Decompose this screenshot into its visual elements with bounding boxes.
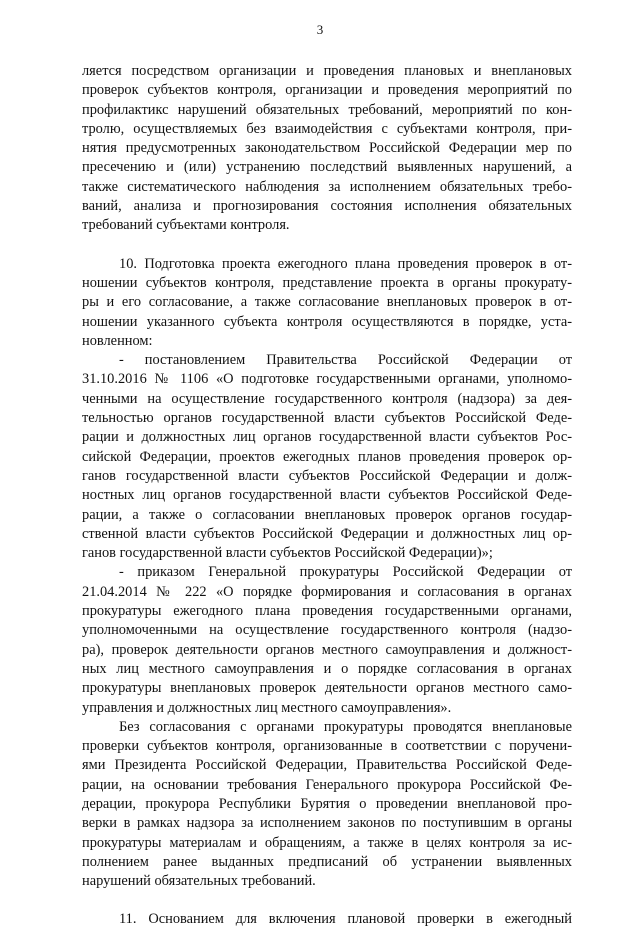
text-line: ваний, анализа и прогнозирования состояния исполнения обязательных [82, 198, 572, 215]
text-line: нятия предусмотренных законодательством Российской Федерации мер по [82, 140, 572, 157]
text-line: также систематического наблюдения за исполнением обязательных требо- [82, 178, 572, 195]
text-line: ганов государственной власти субъектов Российской Федерации)»; [82, 545, 493, 562]
text-line: прокуратуры ежегодного плана проведения государственными органами, [82, 603, 572, 620]
text-line: ляется посредством организации и проведения плановых и внеплановых [82, 63, 572, 79]
paragraph-unscheduled-checks [82, 718, 572, 892]
text-line: ями Президента Российской Федерации, Правительства Российской Феде- [82, 757, 572, 774]
text-line: ры и его согласование, а также согласование внеплановых проверок в от- [82, 294, 572, 311]
text-line: - приказом Генеральной прокуратуры Российской Федерации от [119, 564, 572, 581]
page-number: 3 [316, 22, 324, 37]
text-line: 21.04.2014 № 222 «О порядке формирования и согласования в органах [82, 583, 572, 600]
text-line: ственной власти субъектов Российской Федерации и должностных лиц ор- [82, 525, 572, 542]
text-line: верки в рамках надзора за исполнением законов по поступившим в органы [82, 815, 572, 832]
text-line: профилактикс нарушений обязательных требований, мероприятий по кон- [82, 101, 572, 118]
text-line: тролю, осуществляемых без взаимодействия с субъектами контроля, при- [82, 120, 572, 137]
text-line: рации, на основании требования Генерального прокурора Российской Фе- [82, 776, 572, 793]
text-line: ношении указанного субъекта контроля осуществляются в порядке, уста- [82, 313, 572, 330]
text-line: 10. Подготовка проекта ежегодного плана проведения проверок в от- [119, 255, 572, 272]
text-line: ных лиц местного самоуправления и о порядке согласования в органах [82, 660, 572, 677]
text-line: рации, а также о согласовании внеплановых проверок органов государ- [82, 506, 572, 523]
text-line: Без согласования с органами прокуратуры проводятся внеплановые [119, 718, 572, 735]
text-line: нарушений обязательных требований. [82, 873, 316, 890]
text-line: прокуратуры материалам и обращениям, а также в целях контроля за ис- [82, 834, 572, 851]
text-line: ченными на осуществление государственного контроля (надзора) за дея- [82, 390, 572, 407]
text-line: полнением ранее выданных предписаний об устранении выявленных [82, 853, 572, 870]
text-line: проверок субъектов контроля, организации и проведения мероприятий по [82, 82, 572, 99]
list-item-order [82, 563, 572, 717]
text-line: сийской Федерации, проектов ежегодных планов проведения проверок ор- [82, 448, 572, 465]
paragraph-continuation [82, 62, 572, 236]
text-line: ностных лиц органов государственной власти субъектов Российской Феде- [82, 487, 572, 504]
list-item-decree [82, 351, 572, 563]
paragraph-gap [82, 891, 572, 910]
text-line: новленном: [82, 332, 153, 349]
text-line: рации и должностных лиц органов государственной власти субъектов Рос- [82, 429, 572, 446]
text-line: уполномоченными на осуществление государственного контроля (надзо- [82, 622, 572, 639]
paragraph-item-11 [82, 910, 572, 929]
text-line: ганов государственной власти субъектов Российской Федерации и долж- [82, 467, 572, 484]
text-line: дерации, прокурора Республики Бурятия о проведении внеплановой про- [82, 795, 572, 812]
document-body [82, 62, 572, 930]
text-line: пресечению и (или) устранению последствий выявленных нарушений, а [82, 159, 572, 176]
paragraph-item-10 [82, 255, 572, 351]
text-line: прокуратуры внеплановых проверок деятельности органов местного само- [82, 680, 572, 697]
text-line: ношении субъектов контроля, представление проекта в органы прокурату- [82, 274, 572, 291]
text-line: тельностью органов государственной власти субъектов Российской Феде- [82, 410, 572, 427]
text-line: - постановлением Правительства Российской Федерации от [119, 352, 572, 369]
text-line: ра), проверок деятельности органов местного самоуправления и должност- [82, 641, 572, 658]
text-line: управления и должностных лиц местного самоуправления». [82, 699, 452, 716]
text-line: 31.10.2016 № 1106 «О подготовке государственными органами, уполномо- [82, 371, 572, 388]
text-line: проверки субъектов контроля, организованные в соответствии с поручени- [82, 738, 572, 755]
paragraph-gap [82, 236, 572, 255]
text-line: требований субъектами контроля. [82, 217, 290, 234]
text-line: 11. Основанием для включения плановой проверки в ежегодный [119, 911, 572, 928]
